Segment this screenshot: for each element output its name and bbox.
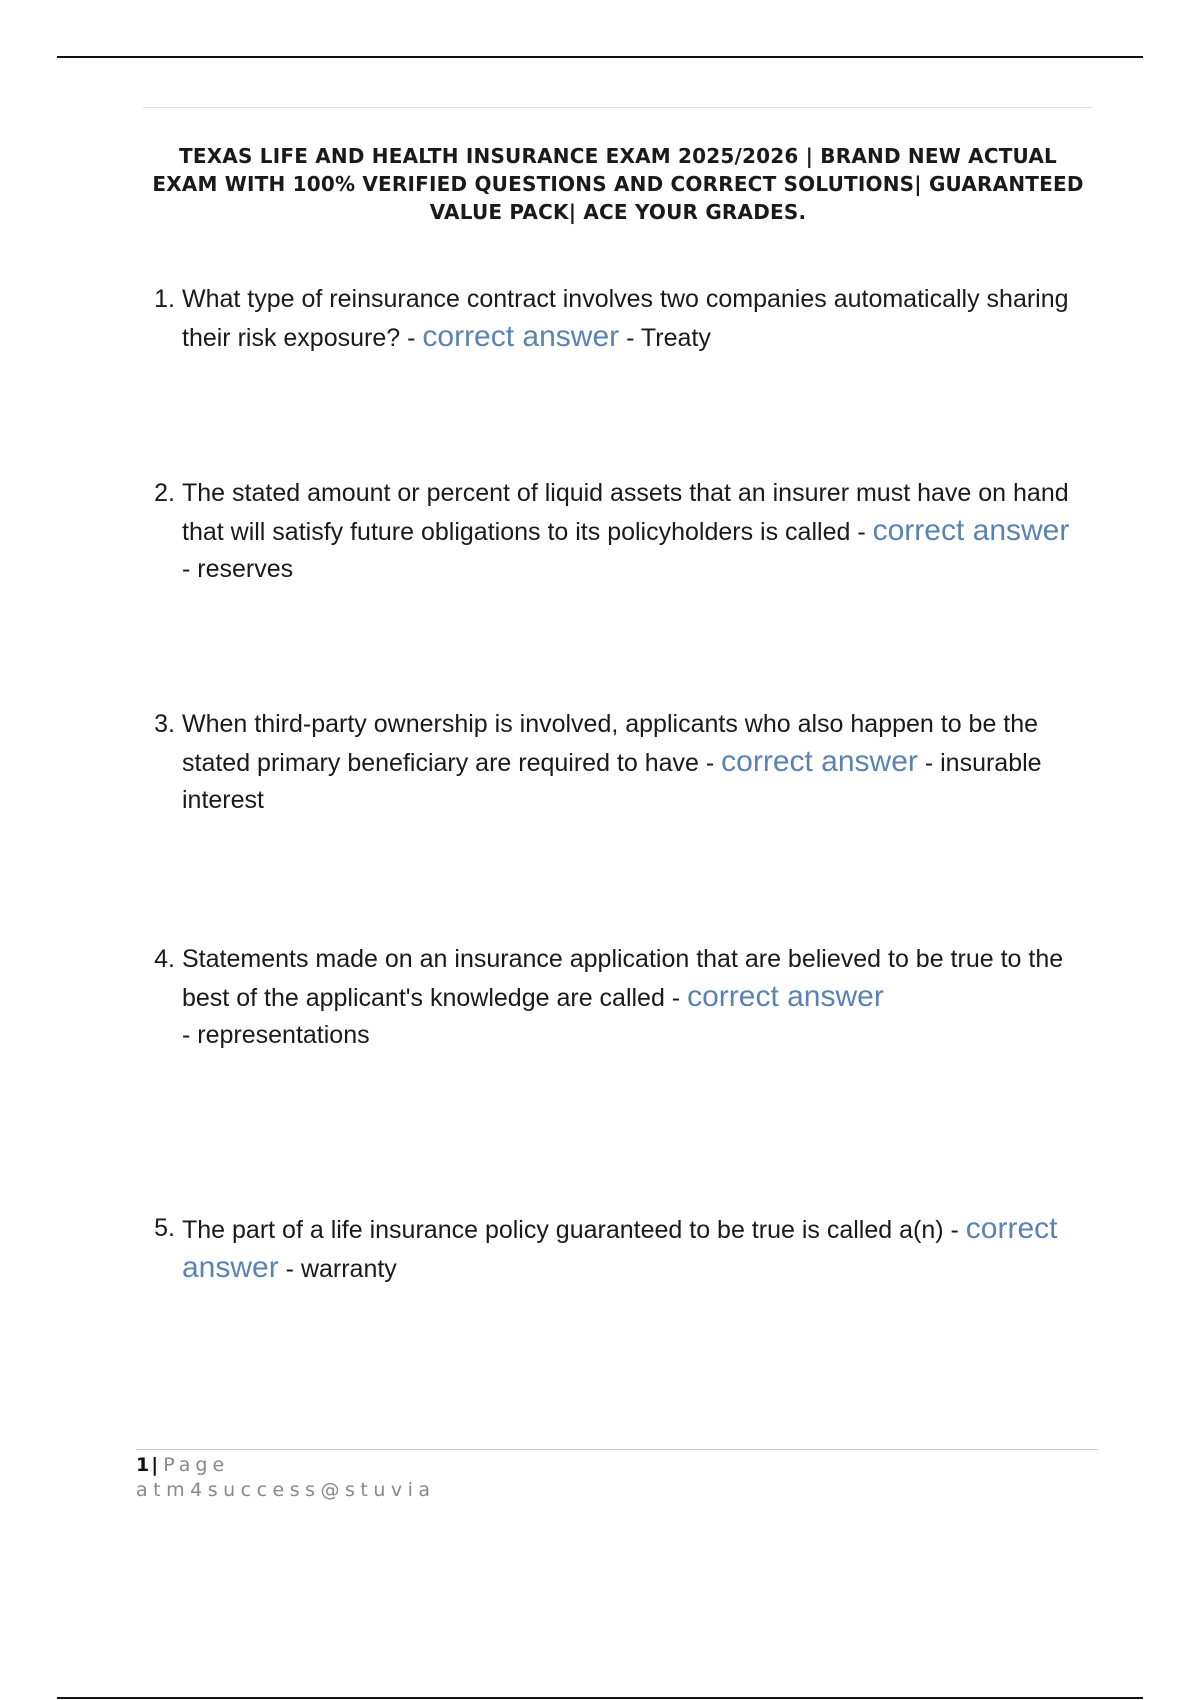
question-text: What type of reinsurance contract involves two companies automatically sharing their risk exposure? - [182, 285, 1069, 352]
answer-text: - Treaty [626, 324, 711, 352]
question-body [182, 475, 1083, 588]
answer-text: - warranty [285, 1255, 397, 1283]
question-item-5 [143, 1210, 1083, 1288]
header-divider [143, 107, 1093, 108]
question-text: When third-party ownership is involved, applicants who also happen to be the stated primary beneficiary are required to have - [182, 710, 1039, 777]
footer-author: atm4success@stuvia [136, 1479, 436, 1501]
question-item-1 [143, 281, 1083, 357]
correct-answer-label: correct answer [872, 514, 1070, 547]
page-number: 1 [136, 1454, 152, 1476]
question-number: 3. [154, 710, 175, 738]
question-text: The part of a life insurance policy guaranteed to be true is called a(n) - [182, 1216, 959, 1244]
correct-answer-label: correct answer [422, 320, 620, 353]
document-title: TEXAS LIFE AND HEALTH INSURANCE EXAM 2025/2026 | BRAND NEW ACTUAL EXAM WITH 100% VERIFIED QUESTIONS AND CORRECT SOLUTIONS| GUARANTEED VALUE PACK| ACE YOUR GRADES. [152, 144, 1084, 224]
question-body [182, 1210, 1083, 1288]
page-top-rule [57, 56, 1143, 58]
page-label: Page [163, 1454, 230, 1476]
question-item-4 [143, 941, 1083, 1054]
question-body [182, 281, 1083, 357]
question-number: 2. [154, 479, 175, 507]
correct-answer-label: correct answer [687, 980, 884, 1013]
answer-text: - representations [182, 1021, 370, 1049]
question-body [182, 706, 1083, 819]
question-number: 5. [154, 1214, 175, 1242]
question-number: 4. [154, 945, 175, 973]
answer-text: - reserves [182, 555, 294, 583]
answer-text: - insurable interest [182, 749, 1042, 814]
footer-divider [136, 1449, 1098, 1450]
footer-page-number [136, 1452, 229, 1478]
question-number: 1. [154, 285, 175, 313]
question-item-3 [143, 706, 1083, 819]
question-item-2 [143, 475, 1083, 588]
question-body [182, 941, 1083, 1054]
correct-answer-label: correct answer [721, 745, 918, 778]
correct-answer-label: correct answer [182, 1212, 1058, 1284]
page-separator: | [151, 1454, 164, 1476]
question-text: Statements made on an insurance application that are believed to be true to the best of the applicant's knowledge are called - [182, 945, 1064, 1012]
page-bottom-rule [57, 1697, 1143, 1699]
question-text: The stated amount or percent of liquid assets that an insurer must have on hand that will satisfy future obligations to its policyholders is called - [182, 479, 1069, 546]
